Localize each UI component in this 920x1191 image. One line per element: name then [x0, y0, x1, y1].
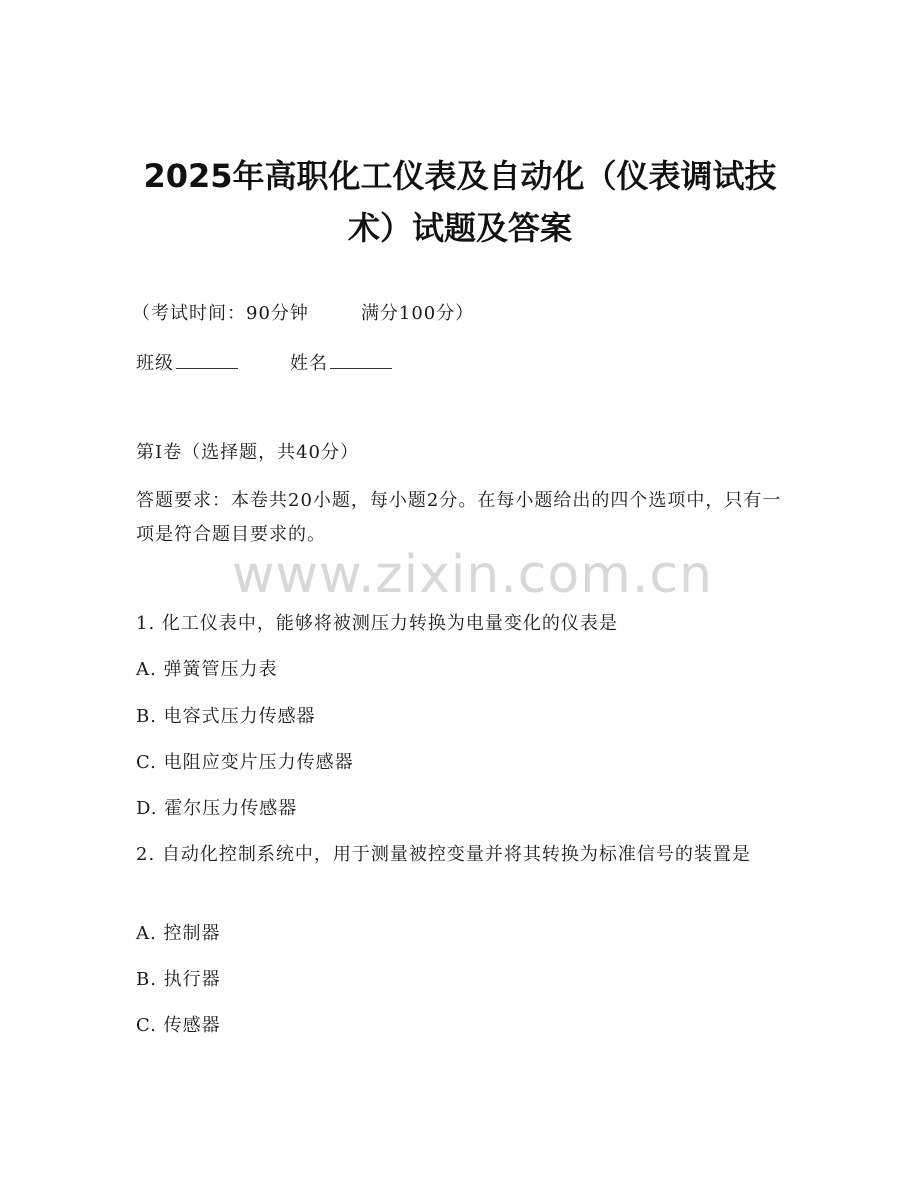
- option-a: A. 弹簧管压力表: [136, 659, 278, 680]
- option-a: A. 控制器: [136, 923, 221, 944]
- question-stem: 2. 自动化控制系统中，用于测量被控变量并将其转换为标准信号的装置是: [136, 844, 751, 865]
- document-title: 2025年高职化工仪表及自动化（仪表调试技术）试题及答案: [143, 157, 777, 247]
- option-c: C. 电阻应变片压力传感器: [136, 752, 354, 773]
- exam-info: [132, 302, 474, 326]
- class-blank: [176, 350, 238, 369]
- watermark: www.zixin.com.cn: [232, 545, 713, 605]
- full-score: 满分100分）: [360, 303, 475, 324]
- class-label: 班级: [136, 353, 174, 374]
- question-stem: 1. 化工仪表中，能够将被测压力转换为电量变化的仪表是: [136, 613, 618, 634]
- option-c: C. 传感器: [136, 1015, 221, 1036]
- exam-time: （考试时间：90分钟: [132, 303, 309, 324]
- section-title: 第I卷（选择题，共40分）: [136, 442, 360, 463]
- name-blank: [330, 350, 392, 369]
- option-b: B. 电容式压力传感器: [136, 706, 316, 727]
- name-label: 姓名: [290, 353, 328, 374]
- instructions: 答题要求：本卷共20小题，每小题2分。在每小题给出的四个选项中，只有一项是符合题目要求的。: [136, 490, 782, 545]
- option-b: B. 执行器: [136, 969, 221, 990]
- student-info: [136, 350, 392, 376]
- option-d: D. 霍尔压力传感器: [136, 798, 298, 819]
